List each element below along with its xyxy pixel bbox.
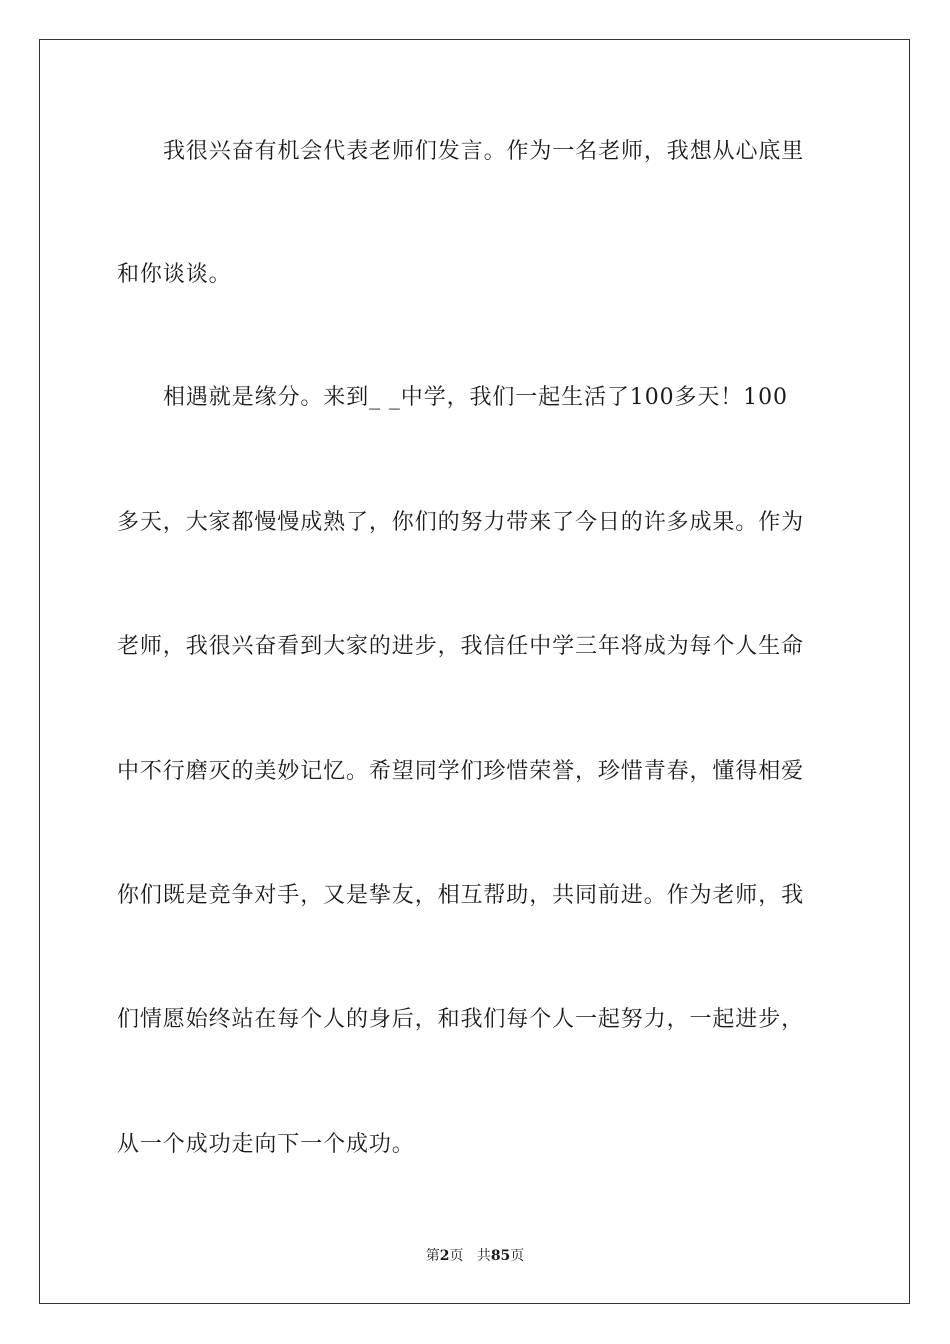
page-suffix: 页 xyxy=(449,1248,464,1264)
paragraph-2-line-7: 从一个成功走向下一个成功。 xyxy=(117,1132,415,1157)
total-prefix: 共 xyxy=(476,1248,491,1264)
page-border xyxy=(39,39,910,1304)
paragraph-2-line-4: 中不行磨灭的美妙记忆。希望同学们珍惜荣誉，珍惜青春，懂得相爱 xyxy=(117,759,805,784)
page-footer xyxy=(0,1246,950,1266)
paragraph-2-line-6: 们情愿始终站在每个人的身后，和我们每个人一起努力，一起进步， xyxy=(117,1007,805,1032)
paragraph-1-line-1: 我很兴奋有机会代表老师们发言。作为一名老师，我想从心底里 xyxy=(163,139,805,164)
paragraph-2-line-3: 老师，我很兴奋看到大家的进步，我信任中学三年将成为每个人生命 xyxy=(117,634,805,659)
paragraph-1-line-2: 和你谈谈。 xyxy=(117,262,232,287)
paragraph-2-line-1: 相遇就是缘分。来到_ _中学，我们一起生活了100多天！100 xyxy=(163,385,788,410)
page-prefix: 第 xyxy=(425,1248,440,1264)
paragraph-2-line-2: 多天，大家都慢慢成熟了，你们的努力带来了今日的许多成果。作为 xyxy=(117,510,805,535)
page-number: 2 xyxy=(439,1248,450,1264)
paragraph-2-line-5: 你们既是竞争对手，又是挚友，相互帮助，共同前进。作为老师，我 xyxy=(117,883,805,908)
total-pages: 85 xyxy=(490,1248,511,1264)
total-suffix: 页 xyxy=(510,1248,525,1264)
